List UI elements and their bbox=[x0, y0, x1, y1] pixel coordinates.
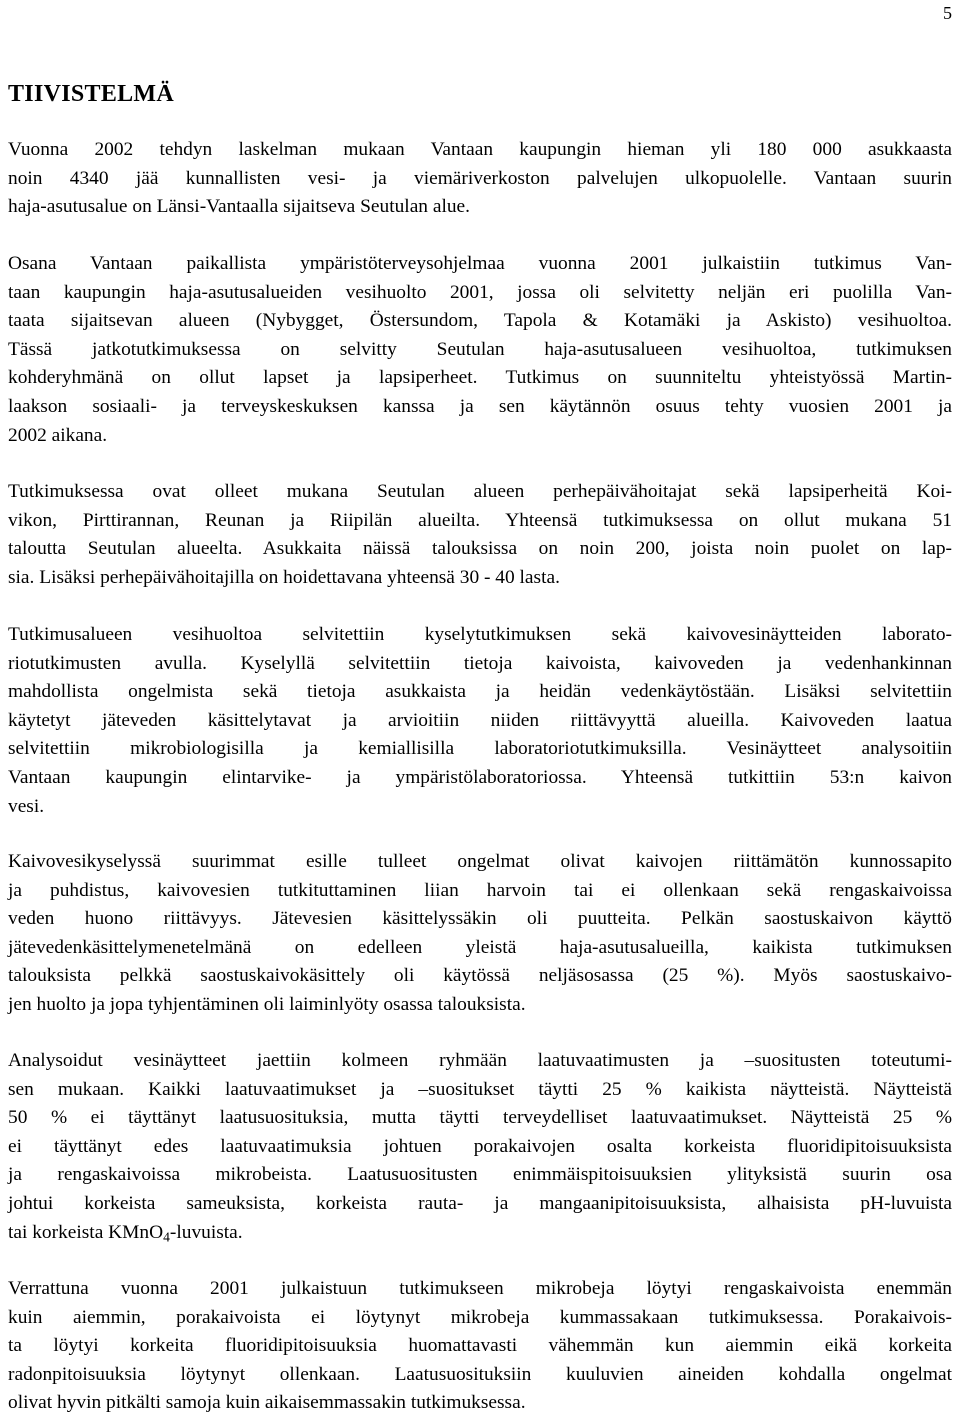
paragraph-line: taan kaupungin haja-asutusalueiden vesihuolto 2001, jossa oli selvitetty neljän eri puolilla Van- bbox=[8, 281, 952, 303]
paragraph-line: selvitettiin mikrobiologisilla ja kemiallisilla laboratoriotutkimuksilla. Vesinäytteet analysoitiin bbox=[8, 738, 952, 760]
paragraph-line: ja puhdistus, kaivovesien tutkituttaminen liian harvoin tai ei ollenkaan sekä rengaskaivoissa bbox=[8, 879, 952, 901]
paragraph-line: taata sijaitsevan alueen (Nybygget, Östersundom, Tapola & Kotamäki ja Askisto) vesihuoltoa. bbox=[8, 310, 952, 332]
paragraph-line: Analysoidut vesinäytteet jaettiin kolmeen ryhmään laatuvaatimusten ja –suositusten toteutumi- bbox=[8, 1050, 952, 1071]
formula-suffix: -luvuista. bbox=[169, 1221, 243, 1243]
paragraph-line: Tutkimusalueen vesihuoltoa selvitettiin kyselytutkimuksen sekä kaivovesinäytteiden laborato- bbox=[8, 624, 952, 645]
page-title: TIIVISTELMÄ bbox=[8, 81, 175, 107]
paragraph-3 bbox=[8, 478, 952, 592]
formula-prefix: tai korkeista KMnO bbox=[8, 1221, 164, 1243]
paragraph-line: radonpitoisuuksia löytynyt ollenkaan. Laatusuosituksiin kuuluvien aineiden kohdalla ongelmat bbox=[8, 1363, 952, 1385]
paragraph-line: noin 4340 jää kunnallisten vesi- ja viemäriverkoston palvelujen ulkopuolelle. Vantaan suurin bbox=[8, 167, 952, 189]
paragraph-line: kuin aiemmin, porakaivoista ei löytynyt mikrobeja kummassakaan tutkimuksessa. Porakaivois- bbox=[8, 1306, 952, 1328]
paragraph-line: haja-asutusalue on Länsi-Vantaalla sijaitseva Seutulan alue. bbox=[8, 196, 470, 218]
paragraph-line: käytetyt jäteveden käsittelytavat ja arvioitiin niiden riittävyyttä alueilla. Kaivoveden laatua bbox=[8, 709, 952, 731]
page-number: 5 bbox=[943, 3, 952, 23]
paragraph-line: Osana Vantaan paikallista ympäristöterveysohjelmaa vuonna 2001 julkaistiin tutkimus Van- bbox=[8, 253, 952, 274]
paragraph-line: Tutkimuksessa ovat olleet mukana Seutulan alueen perhepäivähoitajat sekä lapsiperheitä Koi- bbox=[8, 481, 952, 502]
paragraph-line: taloutta Seutulan alueelta. Asukkaita näissä talouksissa on noin 200, joista noin puolet on lap- bbox=[8, 538, 952, 560]
paragraph-line: kohderyhmänä on ollut lapset ja lapsiperheet. Tutkimus on suunniteltu yhteistyössä Martin- bbox=[8, 367, 952, 389]
paragraph-1 bbox=[8, 136, 952, 222]
paragraph-line: vikon, Pirttirannan, Reunan ja Riipilän alueilta. Yhteensä tutkimuksessa on ollut mukana 51 bbox=[8, 509, 952, 531]
paragraph-line: Vantaan kaupungin elintarvike- ja ympäristölaboratoriossa. Yhteensä tutkittiin 53:n kaivon bbox=[8, 766, 952, 788]
paragraph-line: Verrattuna vuonna 2001 julkaistuun tutkimukseen mikrobeja löytyi rengaskaivoista enemmän bbox=[8, 1278, 952, 1299]
paragraph-line: Tässä jatkotutkimuksessa on selvitty Seutulan haja-asutusalueen vesihuoltoa, tutkimuksen bbox=[8, 338, 952, 360]
paragraph-line: ei täyttänyt edes laatuvaatimuksia johtuen porakaivojen osalta korkeista fluoridipitoisuuksista bbox=[8, 1135, 952, 1157]
paragraph-line: 50 % ei täyttänyt laatusuosituksia, mutta täytti terveydelliset laatuvaatimukset. Näytteistä 25 % bbox=[8, 1107, 952, 1129]
paragraph-2 bbox=[8, 250, 952, 450]
paragraph-line: riotutkimusten avulla. Kyselyllä selvitettiin tietoja kaivoista, kaivoveden ja vedenhankinnan bbox=[8, 652, 952, 674]
paragraph-line: laakson sosiaali- ja terveyskeskuksen kanssa ja sen käytännön osuus tehty vuosien 2001 ja bbox=[8, 395, 952, 417]
paragraph-line: talouksista pelkkä saostuskaivokäsittely oli käytössä neljäsosassa (25 %). Myös saostuskaivo- bbox=[8, 965, 952, 987]
paragraph-line: ja rengaskaivoissa mikrobeista. Laatusuositusten enimmäispitoisuuksien ylityksistä suurin osa bbox=[8, 1164, 952, 1186]
paragraph-line: sen mukaan. Kaikki laatuvaatimukset ja –suositukset täytti 25 % kaikista näytteistä. Näytteistä bbox=[8, 1078, 952, 1100]
formula-subscript: 4 bbox=[163, 1228, 170, 1244]
paragraph-line: jätevedenkäsittelymenetelmänä on edelleen yleistä haja-asutusalueilla, kaikista tutkimuksen bbox=[8, 936, 952, 958]
paragraph-line: mahdollista ongelmista sekä tietoja asukkaista ja heidän vedenkäytöstään. Lisäksi selvitettiin bbox=[8, 681, 952, 703]
paragraph-line: jen huolto ja jopa tyhjentäminen oli laiminlyöty osassa talouksista. bbox=[8, 993, 526, 1015]
paragraph-7 bbox=[8, 1275, 952, 1418]
paragraph-line: veden huono riittävyys. Jätevesien käsittelyssäkin oli puutteita. Pelkän saostuskaivon käyttö bbox=[8, 908, 952, 930]
paragraph-4 bbox=[8, 621, 952, 821]
paragraph-line: vesi. bbox=[8, 795, 45, 817]
paragraph-6 bbox=[8, 1047, 952, 1247]
paragraph-line: olivat hyvin pitkälti samoja kuin aikaisemmassakin tutkimuksessa. bbox=[8, 1392, 526, 1414]
paragraph-line-formula bbox=[8, 1219, 952, 1248]
paragraph-line: sia. Lisäksi perhepäivähoitajilla on hoidettavana yhteensä 30 - 40 lasta. bbox=[8, 566, 560, 588]
paragraph-line: 2002 aikana. bbox=[8, 424, 108, 446]
paragraph-line: ta löytyi korkeita fluoridipitoisuuksia huomattavasti vähemmän kun aiemmin eikä korkeita bbox=[8, 1335, 952, 1357]
paragraph-line: Vuonna 2002 tehdyn laskelman mukaan Vantaan kaupungin hieman yli 180 000 asukkaasta bbox=[8, 139, 952, 160]
paragraph-line: Kaivovesikyselyssä suurimmat esille tulleet ongelmat olivat kaivojen riittämätön kunnossapito bbox=[8, 851, 952, 872]
paragraph-5 bbox=[8, 848, 952, 1020]
paragraph-line: johtui korkeista sameuksista, korkeista rauta- ja mangaanipitoisuuksista, alhaisista pH-luvuista bbox=[8, 1192, 952, 1214]
